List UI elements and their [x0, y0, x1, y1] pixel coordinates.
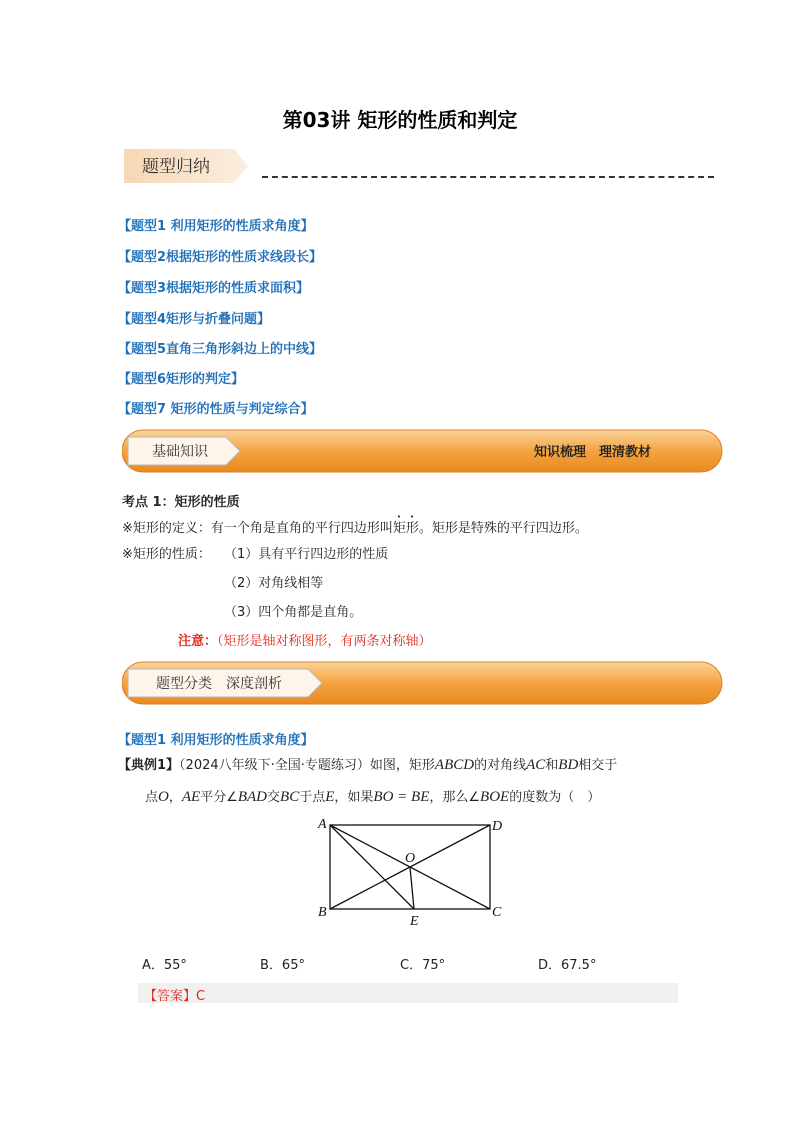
- label-b: B: [318, 905, 327, 920]
- toc-item-6[interactable]: 【题型6矩形的判定】: [118, 372, 245, 387]
- segment-oe: [410, 867, 414, 909]
- example-text-2: 和: [545, 758, 559, 773]
- example-text-6: 交: [267, 790, 281, 805]
- answer-line: [144, 985, 205, 1004]
- definition-prefix: ※矩形的定义：有一个角是直角的平行四边形叫: [122, 521, 393, 536]
- example-text-4: 点: [145, 790, 159, 805]
- toc-item-2[interactable]: 【题型2根据矩形的性质求线段长】: [118, 250, 323, 265]
- example-text-1: 的对角线: [474, 758, 527, 773]
- property-3: （3）四个角都是直角。: [224, 605, 363, 620]
- properties-label: ※矩形的性质：: [122, 547, 211, 562]
- section-tag-shape: [124, 149, 248, 183]
- example-comma: ，: [168, 790, 182, 805]
- example-text-7: 于点: [299, 790, 326, 805]
- example-text-5: 平分∠: [200, 790, 238, 805]
- definition-line: [122, 513, 588, 536]
- banner-basic-label: 基础知识: [152, 444, 208, 460]
- answer-bar: [138, 983, 678, 1003]
- example-line-1: [118, 755, 698, 776]
- example-line-2: [145, 787, 705, 808]
- math-ac: AC: [526, 757, 546, 773]
- example-label: 【典例1】: [118, 758, 180, 773]
- label-d: D: [492, 819, 503, 834]
- toc-item-7[interactable]: 【题型7 矩形的性质与判定综合】: [118, 402, 314, 417]
- label-c: C: [492, 905, 502, 920]
- example-text-3: 相交于: [578, 758, 618, 773]
- math-e: E: [325, 789, 335, 805]
- definition-suffix: 。矩形是特殊的平行四边形。: [418, 521, 588, 536]
- math-bad: BAD: [237, 789, 268, 805]
- answer-label: 【答案】: [144, 989, 197, 1004]
- toc-item-1[interactable]: 【题型1 利用矩形的性质求角度】: [118, 219, 314, 234]
- toc-item-4[interactable]: 【题型4矩形与折叠问题】: [118, 312, 271, 327]
- example-text-9: ，那么∠: [429, 790, 481, 805]
- definition-term: 矩形: [392, 521, 419, 536]
- math-ae: AE: [181, 789, 201, 805]
- option-d[interactable]: D．67.5°: [538, 958, 597, 973]
- section-tag: [124, 149, 248, 183]
- example-text-10: 的度数为（ ）: [509, 790, 601, 805]
- label-a: A: [318, 817, 327, 832]
- section-divider: [262, 176, 714, 178]
- math-bd: BD: [558, 757, 579, 773]
- note-text: （矩形是轴对称图形，有两条对称轴）: [217, 634, 432, 649]
- option-c[interactable]: C．75°: [400, 958, 446, 973]
- banner-question-types: [122, 660, 724, 706]
- example-text-8: ，如果: [334, 790, 374, 805]
- toc-item-3[interactable]: 【题型3根据矩形的性质求面积】: [118, 281, 310, 296]
- banner-basic-subtitle: 知识梳理 理清教材: [534, 445, 652, 460]
- kaodian-heading: 考点 1：矩形的性质: [122, 495, 240, 510]
- math-boe: BOE: [480, 789, 510, 805]
- section-tag-label: 题型归纳: [142, 157, 210, 177]
- label-e: E: [410, 914, 419, 929]
- label-o: O: [405, 851, 416, 866]
- question-type-heading: 【题型1 利用矩形的性质求角度】: [118, 733, 314, 748]
- banner-basic-knowledge: [122, 428, 724, 474]
- toc-item-5[interactable]: 【题型5直角三角形斜边上的中线】: [118, 342, 323, 357]
- rectangle-figure: [310, 812, 510, 930]
- option-a[interactable]: A．55°: [142, 958, 187, 973]
- segment-ae: [330, 825, 414, 909]
- property-1: （1）具有平行四边形的性质: [224, 547, 389, 562]
- property-2: （2）对角线相等: [224, 576, 324, 591]
- math-bo-be: BO = BE: [373, 789, 430, 805]
- banner-question-label: 题型分类 深度剖析: [156, 676, 282, 692]
- answer-value: C: [196, 989, 206, 1004]
- example-source: （2024八年级下·全国·专题练习）如图，矩形: [179, 758, 435, 773]
- page-title: 第03讲 矩形的性质和判定: [282, 108, 518, 132]
- option-b[interactable]: B．65°: [260, 958, 305, 973]
- math-o: O: [158, 789, 169, 805]
- math-abcd: ABCD: [434, 757, 475, 773]
- math-bc: BC: [280, 789, 300, 805]
- note-line: [178, 630, 432, 649]
- note-label: 注意：: [178, 634, 218, 649]
